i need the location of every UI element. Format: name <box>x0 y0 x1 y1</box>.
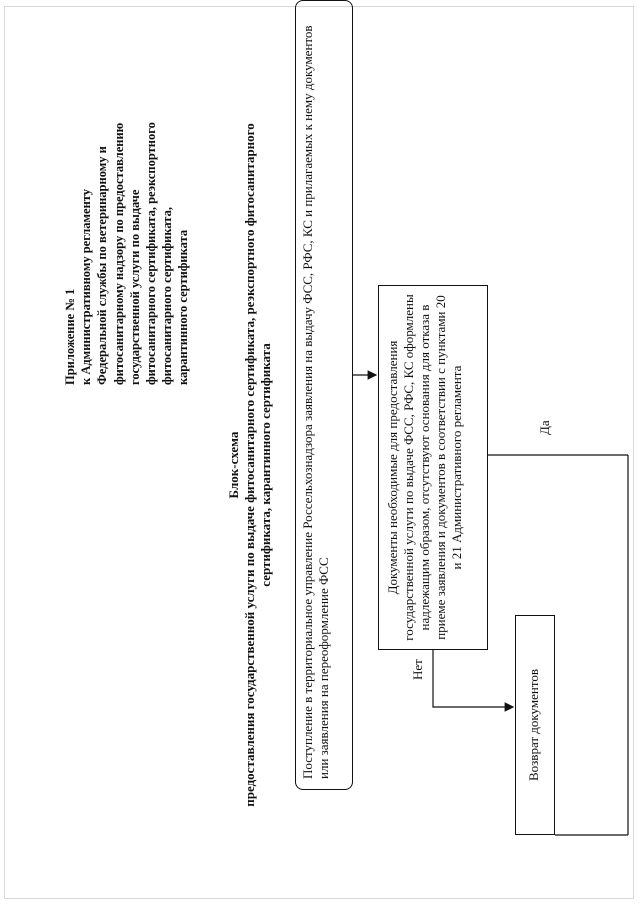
appendix-line: фитосанитарного сертификата, реэкспортного <box>144 122 159 385</box>
arrow-no-branch <box>433 650 513 707</box>
return-documents-box: Возврат документов <box>515 615 555 835</box>
receipt-box: Поступление в территориальное управление Россельхознадзора заявления на выдачу ФСС, РФС, КС и прилагаемых к нему документов или заявления на переоформление ФСС <box>295 0 353 790</box>
appendix-line: к Административному регламенту <box>79 188 94 385</box>
scheme-subtitle-line-1: предоставления государственной услуги по выдаче фитосанитарного сертификата, реэкспортного фитосанитарного <box>242 123 257 807</box>
appendix-line: Приложение № 1 <box>63 288 77 385</box>
appendix-line: фитосанитарного сертификата, <box>160 207 175 385</box>
documents-check-box: Документы необходимые для предоставления государственной услуги по выдаче ФСС, РФС, КС оформлены надлежащим образом, отсутствуют основания для отказа в приеме заявления и документов в соответствии с пунктами 20 и 21 Административного регламента <box>378 285 488 650</box>
appendix-line: государственной услуги по выдаче <box>127 189 142 385</box>
appendix-line: фитосанитарному надзору по предоставлению <box>111 122 126 385</box>
scheme-subtitle-line-2: сертификата, карантинного сертификата <box>258 343 273 587</box>
appendix-line: Федеральной службы по ветеринарному и <box>95 146 110 385</box>
scheme-title: Блок-схема <box>226 431 241 499</box>
yes-label: Да <box>537 420 552 435</box>
no-label: Нет <box>410 659 425 680</box>
appendix-line: карантинного сертификата <box>176 229 191 385</box>
